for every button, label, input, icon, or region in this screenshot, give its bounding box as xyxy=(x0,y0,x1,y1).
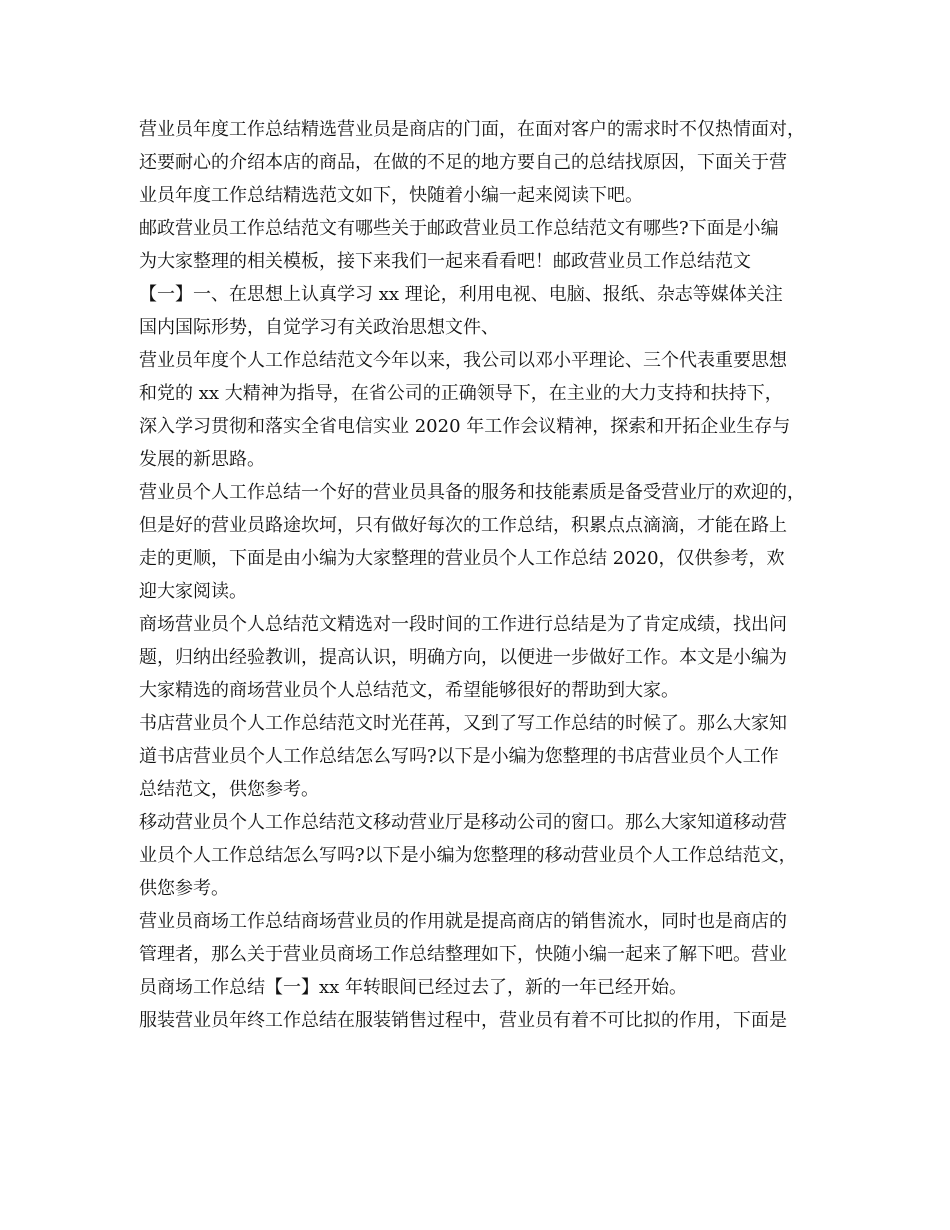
text-line: 管理者，那么关于营业员商场工作总结整理如下，快随小编一起来了解下吧。营业 xyxy=(139,944,787,965)
text-line: 走的更顺，下面是由小编为大家整理的营业员个人工作总结 2020，仅供参考，欢 xyxy=(139,548,785,569)
text-line: 供您参考。 xyxy=(139,878,229,899)
text-line: 但是好的营业员路途坎坷，只有做好每次的工作总结，积累点点滴滴，才能在路上 xyxy=(139,515,787,536)
text-line: 还要耐心的介绍本店的商品，在做的不足的地方要自己的总结找原因，下面关于营 xyxy=(139,152,787,173)
paragraph-9 xyxy=(139,1004,825,1037)
text-line: 服装营业员年终工作总结在服装销售过程中，营业员有着不可比拟的作用，下面是 xyxy=(139,1010,787,1031)
text-line: 营业员商场工作总结商场营业员的作用就是提高商店的销售流水，同时也是商店的 xyxy=(139,911,787,932)
text-line: 道书店营业员个人工作总结怎么写吗?以下是小编为您整理的书店营业员个人工作 xyxy=(139,746,779,767)
text-line: 邮政营业员工作总结范文有哪些关于邮政营业员工作总结范文有哪些?下面是小编 xyxy=(139,218,779,239)
text-line: 为大家整理的相关模板，接下来我们一起来看看吧！邮政营业员工作总结范文 xyxy=(139,251,751,272)
text-line: 员商场工作总结【一】xx 年转眼间已经过去了，新的一年已经开始。 xyxy=(139,977,688,998)
text-line: 业员个人工作总结怎么写吗?以下是小编为您整理的移动营业员个人工作总结范文， xyxy=(139,845,797,866)
text-line: 营业员年度个人工作总结范文今年以来，我公司以邓小平理论、三个代表重要思想 xyxy=(139,350,787,371)
paragraph-5 xyxy=(139,608,825,707)
text-line: 迎大家阅读。 xyxy=(139,581,247,602)
paragraph-4 xyxy=(139,476,825,608)
text-line: 业员年度工作总结精选范文如下，快随着小编一起来阅读下吧。 xyxy=(139,185,643,206)
text-line: 移动营业员个人工作总结范文移动营业厅是移动公司的窗口。那么大家知道移动营 xyxy=(139,812,787,833)
text-line: 大家精选的商场营业员个人总结范文，希望能够很好的帮助到大家。 xyxy=(139,680,679,701)
text-line: 和党的 xx 大精神为指导，在省公司的正确领导下，在主业的大力支持和扶持下， xyxy=(139,383,783,404)
text-line: 【一】一、在思想上认真学习 xx 理论，利用电视、电脑、报纸、杂志等媒体关注 xyxy=(139,284,783,305)
text-line: 发展的新思路。 xyxy=(139,449,265,470)
document-body xyxy=(139,113,825,1037)
text-line: 书店营业员个人工作总结范文时光荏苒，又到了写工作总结的时候了。那么大家知 xyxy=(139,713,787,734)
paragraph-7 xyxy=(139,806,825,905)
paragraph-8 xyxy=(139,905,825,1004)
text-line: 商场营业员个人总结范文精选对一段时间的工作进行总结是为了肯定成绩，找出问 xyxy=(139,614,787,635)
text-line: 题，归纳出经验教训，提高认识，明确方向，以便进一步做好工作。本文是小编为 xyxy=(139,647,787,668)
text-line: 深入学习贯彻和落实全省电信实业 2020 年工作会议精神，探索和开拓企业生存与 xyxy=(139,416,791,437)
paragraph-1 xyxy=(139,113,825,212)
text-line: 国内国际形势，自觉学习有关政治思想文件、 xyxy=(139,317,499,338)
text-line: 营业员个人工作总结一个好的营业员具备的服务和技能素质是备受营业厅的欢迎的， xyxy=(139,482,805,503)
text-line: 营业员年度工作总结精选营业员是商店的门面，在面对客户的需求时不仅热情面对， xyxy=(139,119,805,140)
paragraph-3 xyxy=(139,344,825,476)
paragraph-2 xyxy=(139,212,825,344)
paragraph-6 xyxy=(139,707,825,806)
text-line: 总结范文，供您参考。 xyxy=(139,779,319,800)
